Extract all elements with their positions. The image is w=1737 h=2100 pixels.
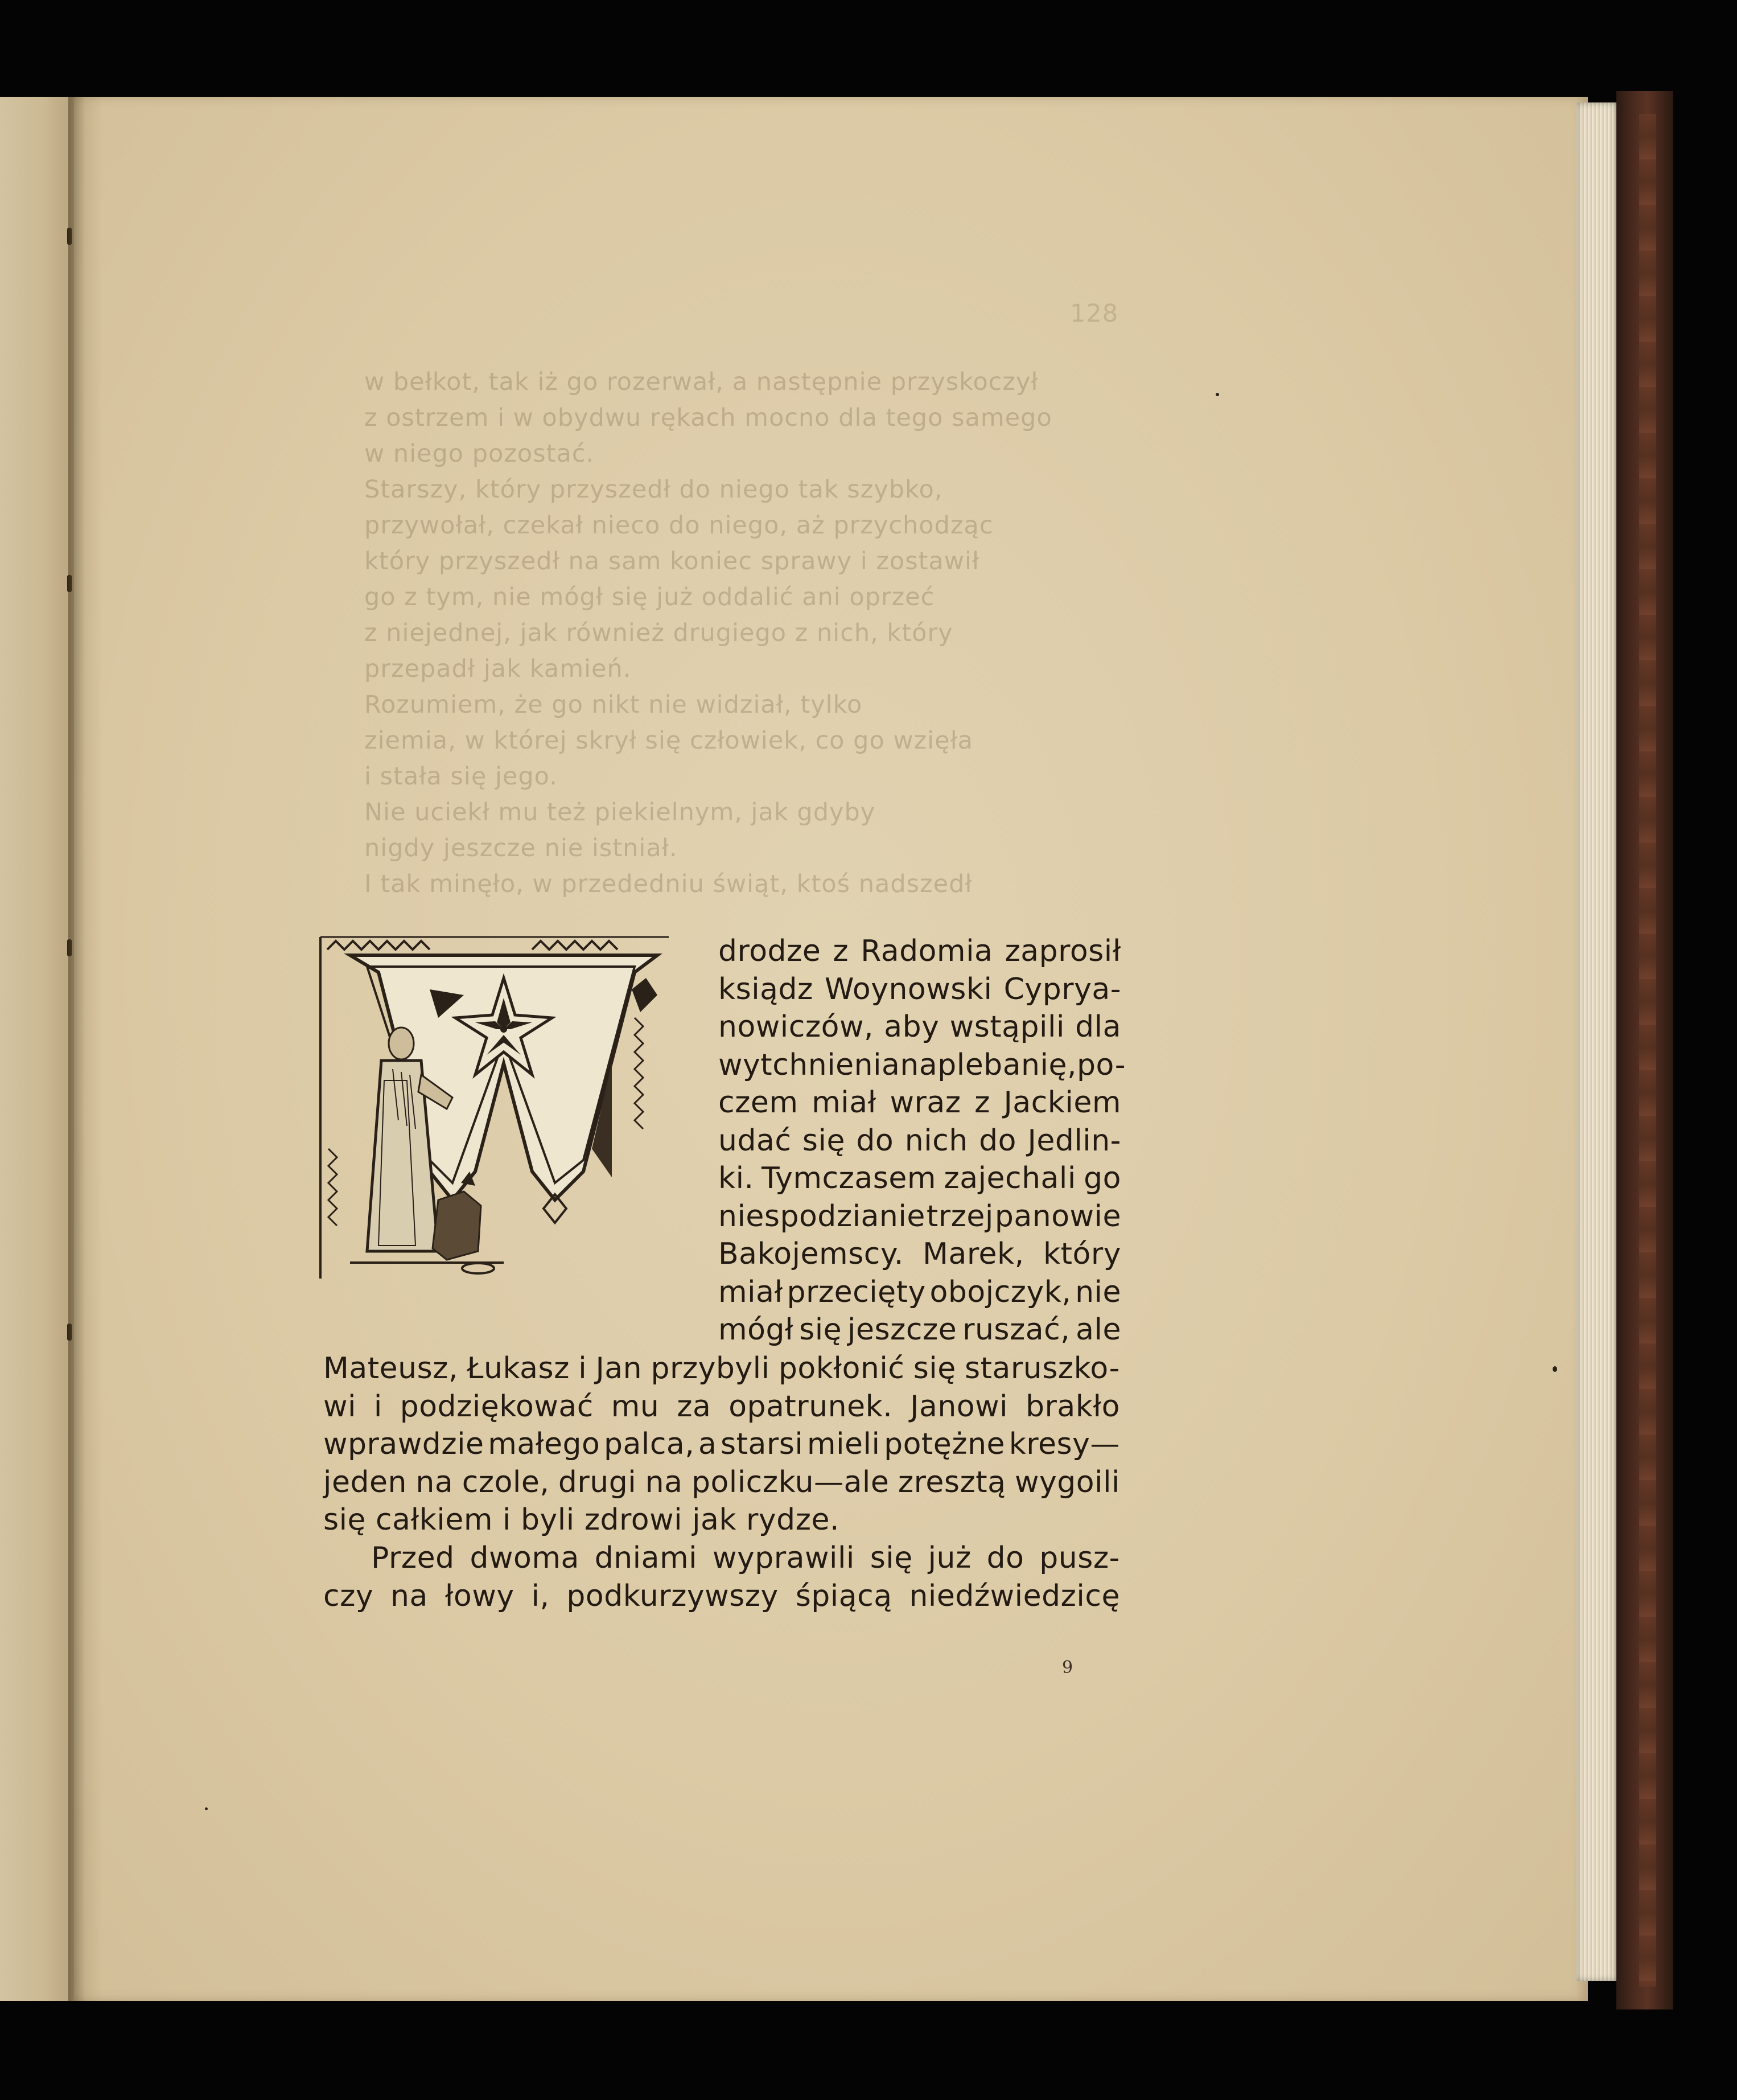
word: zajechali [944,1161,1076,1195]
word: nie [1075,1275,1121,1309]
text-line [323,1464,1120,1502]
word: przybyli [651,1351,770,1386]
word: podkurzywszy [566,1579,779,1613]
bleed-through-line: Starszy, który przyszedł do niego tak szybko, [364,475,943,504]
word: nich [904,1123,968,1158]
word: mu [611,1389,660,1424]
word: śpiącą [795,1579,892,1613]
word: dla [1075,1010,1121,1044]
word: Jedlin- [1027,1123,1121,1158]
text-line [718,1046,1126,1084]
word: Przed [371,1541,455,1575]
bleed-through-line: ziemia, w której skrył się człowiek, co go wzięła [364,726,974,755]
word: Jackiem [1003,1086,1121,1120]
word: ale [1076,1313,1121,1347]
word: się [870,1541,913,1575]
word: Mateusz, [323,1351,458,1386]
text-line [718,932,1121,971]
word: drugi [558,1465,637,1499]
word: kresy— [1009,1427,1120,1461]
page-number: 9 [1062,1658,1073,1678]
word: miał [718,1275,783,1309]
word: aby [884,1010,940,1044]
word: brakło [1025,1389,1120,1424]
word: niedźwiedzicę [909,1579,1120,1613]
word: z [833,934,849,968]
word: do [986,1541,1024,1575]
word: potężne [884,1427,1006,1461]
word: Łukasz [467,1351,570,1386]
word: miał [812,1086,876,1120]
text-line [718,1273,1121,1312]
bleed-through-line: w bełkot, tak iż go rozerwał, a następnie przyskoczył [364,368,1039,396]
text-line [718,1160,1121,1198]
text-line-indented [371,1539,1120,1577]
word: pusz- [1039,1541,1120,1575]
text-line [323,1350,1120,1388]
word: niespodzianie [718,1199,925,1234]
word: Bakojemscy. [718,1237,904,1271]
word: panowie [994,1199,1121,1234]
word: trzej [926,1199,994,1234]
word: na [900,1047,938,1082]
word: wstąpili [949,1010,1065,1044]
text-line [718,1122,1121,1160]
word: mógł [718,1313,794,1347]
word: wytchnienia [718,1047,900,1082]
bleed-through-page-number: 128 [1070,299,1119,328]
page-edges [1577,102,1616,1981]
word: dwoma [470,1541,579,1575]
word: zaprosił [1005,934,1121,968]
word: obojczyk, [929,1275,1072,1309]
word: do [856,1123,894,1158]
word: policzku—ale [691,1465,890,1499]
word: czem [718,1086,798,1120]
word: pokłonić [778,1351,905,1386]
bleed-through-line: I tak minęło, w przededniu świąt, ktoś nadszedł [364,870,973,898]
text-line [718,971,1121,1009]
word: Marek, [923,1237,1024,1271]
word: Radomia [861,934,993,968]
word: i [578,1351,587,1386]
word: a [698,1427,717,1461]
bleed-through-line: z niejednej, jak również drugiego z nich, który [364,619,953,647]
word: z [974,1086,990,1120]
word: łowy [444,1579,514,1613]
bleed-through-line: z ostrzem i w obydwu rękach mocno dla tego samego [364,404,1052,432]
text-line [718,1198,1121,1236]
bleed-through-lines [364,364,1332,902]
bleed-through-line: przepadł jak kamień. [364,655,632,683]
text-line: się całkiem i byli zdrowi jak rydze. [323,1503,840,1537]
bleed-through-line: Rozumiem, że go nikt nie widział, tylko [364,691,863,719]
word: czole, [462,1465,550,1499]
drop-cap-w-illustration [316,932,688,1283]
word: mieli [806,1427,880,1461]
word: Tymczasem [761,1161,937,1195]
cover-texture [1639,114,1656,1987]
gutter-shadow [68,97,102,2001]
text-line [323,1577,1120,1616]
word: już [928,1541,972,1575]
word: Jan [595,1351,643,1386]
bleed-through-line: nigdy jeszcze nie istniał. [364,834,678,862]
word: i [373,1389,382,1424]
word: i, [531,1579,550,1613]
word: wyprawili [712,1541,855,1575]
text-line [718,1008,1121,1046]
word: udać [718,1123,792,1158]
word: opatrunek. [728,1389,893,1424]
word: się [913,1351,956,1386]
bleed-through-line: który przyszedł na sam koniec sprawy i zostawił [364,547,980,576]
text-line [323,1388,1120,1426]
word: ki. [718,1161,754,1195]
dust-speck [1216,393,1219,396]
text-line [323,1425,1120,1464]
word: wprawdzie [323,1427,484,1461]
dust-speck [205,1807,208,1810]
text-line [718,1084,1121,1122]
word: na [645,1465,683,1499]
word: do [979,1123,1016,1158]
word: na [415,1465,454,1499]
bleed-through-line: w niego pozostać. [364,439,595,468]
word: Janowi [910,1389,1009,1424]
word: jeden [323,1465,407,1499]
word: Cyprya- [1003,972,1121,1006]
bleed-through-line: Nie uciekł mu też piekielnym, jak gdyby [364,798,876,827]
bleed-through-line: go z tym, nie mógł się już oddalić ani oprzeć [364,583,935,611]
word: plebanię, [937,1047,1077,1082]
bleed-through-line: i stała się jego. [364,762,558,791]
word: podziękować [400,1389,594,1424]
word: wygoili [1015,1465,1120,1499]
word: czy [323,1579,374,1613]
word: drodze [718,934,821,968]
bleed-through-text [364,299,1332,902]
bleed-through-line: przywołał, czekał nieco do niego, aż przychodząc [364,511,994,540]
word: Woynowski [825,972,993,1006]
text-line [718,1311,1121,1349]
word: na [390,1579,428,1613]
word: wraz [890,1086,961,1120]
text-line [718,1235,1121,1273]
word: ruszać, [962,1313,1071,1347]
word: przecięty [787,1275,926,1309]
word: palca, [604,1427,695,1461]
word: staruszko- [965,1351,1120,1386]
word: go [1084,1161,1121,1195]
word: się [802,1123,845,1158]
word: jeszcze [847,1313,957,1347]
word: starsi [721,1427,804,1461]
word: dniami [594,1541,698,1575]
dust-speck [1553,1366,1557,1372]
word: za [677,1389,711,1424]
word: po- [1076,1047,1126,1082]
word: się [799,1313,842,1347]
left-facing-page [0,97,74,2001]
word: wi [323,1389,356,1424]
word: nowiczów, [718,1010,874,1044]
word: zresztą [898,1465,1006,1499]
word: który [1043,1237,1121,1271]
word: ksiądz [718,972,813,1006]
word: małego [488,1427,600,1461]
